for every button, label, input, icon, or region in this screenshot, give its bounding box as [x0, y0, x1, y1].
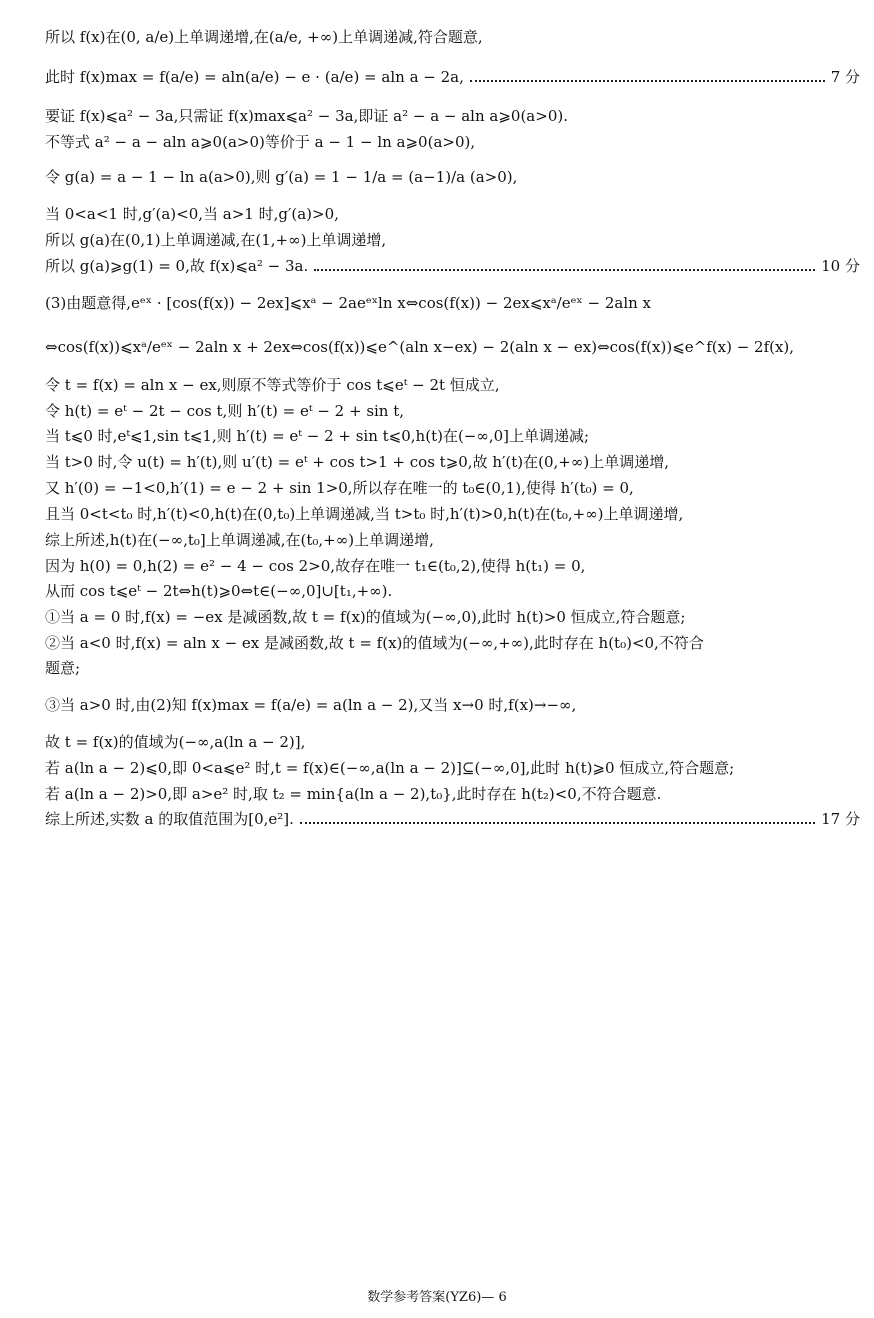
- line-text: 综上所述,h(t)在(−∞,t₀]上单调递减,在(t₀,+∞)上单调递增,: [45, 531, 434, 549]
- solution-line-18: [45, 555, 860, 577]
- solution-line-9: [45, 286, 860, 320]
- solution-line-26: [45, 783, 860, 805]
- line-text: 所以 g(a)⩾g(1) = 0,故 f(x)⩽a² − 3a.: [45, 257, 309, 275]
- solution-line-3: [45, 105, 860, 127]
- solution-line-10: [45, 330, 860, 364]
- line-text: 不等式 a² − a − aln a⩾0(a>0)等价于 a − 1 − ln a⩾0(a>0),: [45, 133, 476, 151]
- solution-line-2: [45, 60, 860, 94]
- line-text: ③当 a>0 时,由(2)知 f(x)max = f(a/e) = a(ln a − 2),又当 x→0 时,f(x)→−∞,: [45, 696, 577, 714]
- line-text: 当 0<a<1 时,g′(a)<0,当 a>1 时,g′(a)>0,: [45, 205, 339, 223]
- line-text: 令 h(t) = eᵗ − 2t − cos t,则 h′(t) = eᵗ − 2 + sin t,: [45, 402, 405, 420]
- solution-line-13: [45, 425, 860, 447]
- line-text: 令 g(a) = a − 1 − ln a(a>0),则 g′(a) = 1 − 1/a = (a−1)/a (a>0),: [45, 168, 518, 186]
- line-text: 令 t = f(x) = aln x − ex,则原不等式等价于 cos t⩽eᵗ − 2t 恒成立,: [45, 376, 500, 394]
- line-text: 综上所述,实数 a 的取值范围为[0,e²].: [45, 810, 294, 828]
- line-text: ⇔cos(f(x))⩽xᵃ/eᵉˣ − 2aln x + 2ex⇔cos(f(x))⩽e^(aln x−ex) − 2(aln x − ex)⇔cos(f(x))⩽e^f(x) − 2f(x),: [45, 338, 795, 356]
- score-label: 17 分: [821, 810, 860, 828]
- score-label: 7 分: [830, 68, 860, 86]
- solution-line-6: [45, 203, 860, 225]
- solution-line-20: [45, 606, 860, 628]
- line-text: 又 h′(0) = −1<0,h′(1) = e − 2 + sin 1>0,所以存在唯一的 t₀∈(0,1),使得 h′(t₀) = 0,: [45, 479, 634, 497]
- leader-dots: [314, 269, 815, 271]
- line-text: 此时 f(x)max = f(a/e) = aln(a/e) − e · (a/e) = aln a − 2a,: [45, 68, 464, 86]
- leader-dots: [470, 80, 825, 82]
- solution-line-19: [45, 580, 860, 602]
- leader-dots: [300, 822, 815, 824]
- solution-line-27: [45, 808, 860, 830]
- line-text: 题意;: [45, 659, 81, 677]
- line-text: 若 a(ln a − 2)>0,即 a>e² 时,取 t₂ = min{a(ln a − 2),t₀},此时存在 h(t₂)<0,不符合题意.: [45, 785, 662, 803]
- solution-line-24: [45, 731, 860, 753]
- score-label: 10 分: [821, 257, 860, 275]
- line-text: 且当 0<t<t₀ 时,h′(t)<0,h(t)在(0,t₀)上单调递减,当 t>t₀ 时,h′(t)>0,h(t)在(t₀,+∞)上单调递增,: [45, 505, 684, 523]
- line-text: 当 t⩽0 时,eᵗ⩽1,sin t⩽1,则 h′(t) = eᵗ − 2 + sin t⩽0,h(t)在(−∞,0]上单调递减;: [45, 427, 590, 445]
- page-footer: 数学参考答案(YZ6)— 6: [367, 1290, 507, 1305]
- line-text: 所以 g(a)在(0,1)上单调递减,在(1,+∞)上单调递增,: [45, 231, 387, 249]
- solution-line-15: [45, 477, 860, 499]
- line-text: (3)由题意得,eᵉˣ · [cos(f(x)) − 2ex]⩽xᵃ − 2aeᵉˣln x⇔cos(f(x)) − 2ex⩽xᵃ/eᵉˣ − 2aln x: [45, 294, 652, 312]
- line-text: 若 a(ln a − 2)⩽0,即 0<a⩽e² 时,t = f(x)∈(−∞,a(ln a − 2)]⊆(−∞,0],此时 h(t)⩾0 恒成立,符合题意;: [45, 759, 735, 777]
- solution-line-12: [45, 400, 860, 422]
- line-text: 因为 h(0) = 0,h(2) = e² − 4 − cos 2>0,故存在唯一 t₁∈(t₀,2),使得 h(t₁) = 0,: [45, 557, 586, 575]
- solution-line-22: [45, 657, 860, 679]
- solution-line-7: [45, 229, 860, 251]
- solution-line-25: [45, 757, 860, 779]
- solution-line-21: [45, 632, 860, 654]
- line-text: 故 t = f(x)的值域为(−∞,a(ln a − 2)],: [45, 733, 306, 751]
- solution-line-16: [45, 503, 860, 525]
- solution-line-1: [45, 20, 860, 54]
- solution-line-8: [45, 255, 860, 277]
- line-text: ②当 a<0 时,f(x) = aln x − ex 是减函数,故 t = f(x)的值域为(−∞,+∞),此时存在 h(t₀)<0,不符合: [45, 634, 704, 652]
- line-text: 从而 cos t⩽eᵗ − 2t⇔h(t)⩾0⇔t∈(−∞,0]∪[t₁,+∞).: [45, 582, 393, 600]
- solution-line-4: [45, 131, 860, 153]
- solution-line-17: [45, 529, 860, 551]
- line-text: 当 t>0 时,令 u(t) = h′(t),则 u′(t) = eᵗ + cos t>1 + cos t⩾0,故 h′(t)在(0,+∞)上单调递增,: [45, 453, 669, 471]
- line-text: 要证 f(x)⩽a² − 3a,只需证 f(x)max⩽a² − 3a,即证 a² − a − aln a⩾0(a>0).: [45, 107, 568, 125]
- solution-line-11: [45, 374, 860, 396]
- solution-line-5: [45, 160, 860, 194]
- solution-line-14: [45, 451, 860, 473]
- solution-line-23: [45, 688, 860, 722]
- line-text: ①当 a = 0 时,f(x) = −ex 是减函数,故 t = f(x)的值域为(−∞,0),此时 h(t)>0 恒成立,符合题意;: [45, 608, 686, 626]
- line-text: 所以 f(x)在(0, a/e)上单调递增,在(a/e, +∞)上单调递减,符合题意,: [45, 28, 483, 46]
